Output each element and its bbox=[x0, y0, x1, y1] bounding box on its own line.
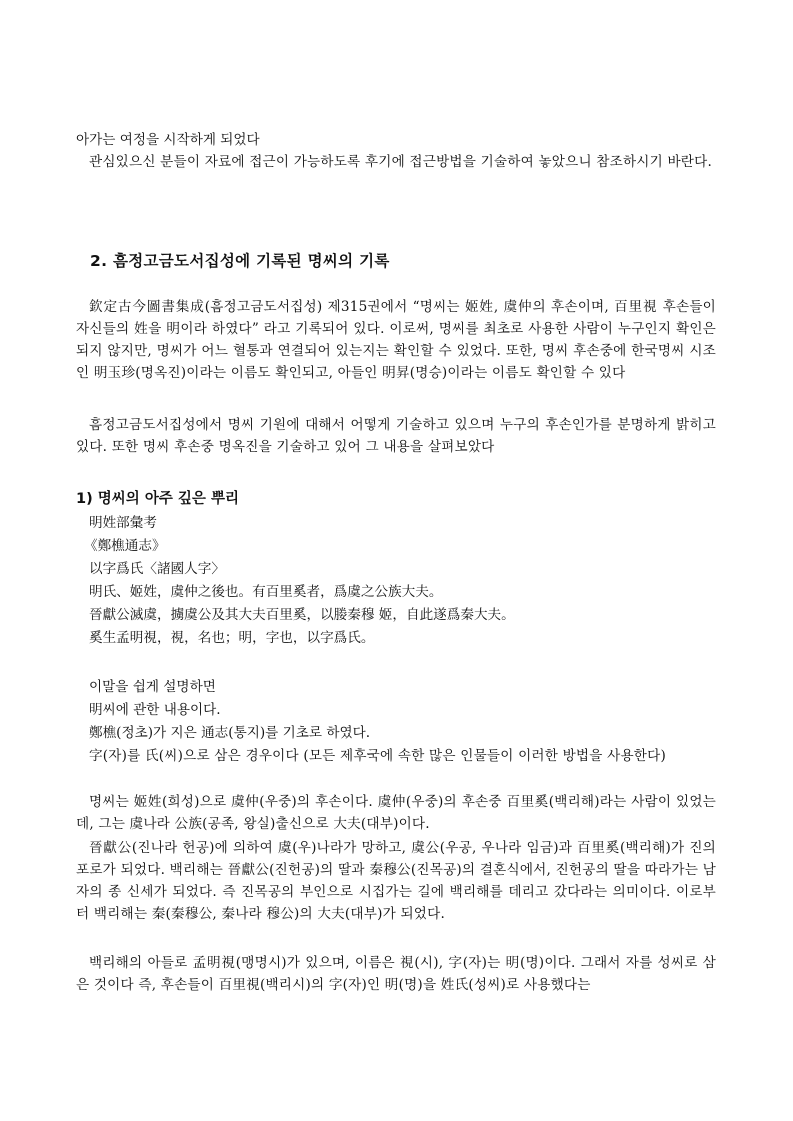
explain-line: 明씨에 관한 내용이다. bbox=[89, 702, 221, 718]
explain-intro: 이말을 쉽게 설명하면 bbox=[89, 679, 216, 695]
quote-line: 以字爲氏〈諸國人字〉 bbox=[89, 561, 225, 577]
subsection-1-heading: 1) 명씨의 아주 깊은 뿌리 bbox=[76, 491, 239, 507]
section-2-heading: 2. 흠정고금도서집성에 기록된 명씨의 기록 bbox=[90, 252, 390, 270]
quote-line: 奚生孟明視，視，名也；明，字也，以字爲氏。 bbox=[89, 630, 375, 646]
paragraph-d: 백리해의 아들로 孟明視(맹명시)가 있으며, 이름은 視(시), 字(자)는 明(명)이다. 그래서 자를 성씨로 삼은 것이다 즉, 후손들이 百里視(백리시)의 字(자)인 明(명)을 姓氏(성씨)로 사용했다는 bbox=[76, 955, 716, 993]
section-2-paragraph-1: 欽定古今圖書集成(흠정고금도서집성) 제315권에서 “명씨는 姬姓, 虞仲의 후손이며, 百里視 후손들이 자신들의 姓을 明이라 하였다” 라고 기록되어 있다. 이로써, 명씨를 최초로 사용한 사람이 누구인지 확인은 되지 않지만, 명씨가 어느 혈통과 연결되어 있는지는 확인할 수 있었다. 또한, 명씨 후손중에 한국명씨 시조인 明玉珍(명옥진)이라는 이름도 확인되고, 아들인 明昇(명승)이라는 이름도 확인할 수 있다 bbox=[76, 299, 716, 381]
paragraph-a: 字(자)를 氏(씨)으로 삼은 경우이다 (모든 제후국에 속한 많은 인물들이 이러한 방법을 사용한다) bbox=[89, 748, 666, 764]
explain-line: 鄭樵(정초)가 지은 通志(통지)를 기초로 하였다. bbox=[89, 725, 371, 741]
intro-line: 아가는 여정을 시작하게 되었다 bbox=[76, 132, 260, 148]
quote-line: 明氏、姬姓，虞仲之後也。有百里奚者，爲虞之公族大夫。 bbox=[89, 584, 443, 600]
quote-line: 《鄭樵通志》 bbox=[84, 538, 166, 554]
intro-paragraph: 관심있으신 분들이 자료에 접근이 가능하도록 후기에 접근방법을 기술하여 놓았으니 참조하시기 바란다. bbox=[89, 154, 712, 170]
quote-line: 晉獻公滅虞，擄虞公及其大夫百里奚，以媵秦穆 姬，自此遂爲秦大夫。 bbox=[89, 607, 515, 623]
paragraph-b: 명씨는 姬姓(희성)으로 虞仲(우중)의 후손이다. 虞仲(우중)의 후손중 百里奚(백리해)라는 사람이 있었는데, 그는 虞나라 公族(공족, 왕실)출신으로 大夫(대부)이다. bbox=[76, 794, 716, 832]
section-2-paragraph-2: 흠정고금도서집성에서 명씨 기원에 대해서 어떻게 기술하고 있으며 누구의 후손인가를 분명하게 밝히고 있다. 또한 명씨 후손중 명옥진을 기술하고 있어 그 내용을 살펴보았다 bbox=[76, 417, 716, 455]
paragraph-c: 晉獻公(진나라 헌공)에 의하여 虞(우)나라가 망하고, 虞公(우공, 우나라 임금)과 百里奚(백리해)가 진의 포로가 되었다. 백리해는 晉獻公(진헌공)의 딸과 秦穆公(진목공)의 결혼식에서, 진헌공의 딸을 따라가는 남자의 종 신세가 되었다. 즉 진목공의 부인으로 시집가는 길에 백리해를 데리고 갔다라는 의미이다. 이로부터 백리해는 秦(秦穆公, 秦나라 穆公)의 大夫(대부)가 되었다. bbox=[76, 840, 716, 922]
quote-line: 明姓部彙考 bbox=[89, 515, 157, 531]
